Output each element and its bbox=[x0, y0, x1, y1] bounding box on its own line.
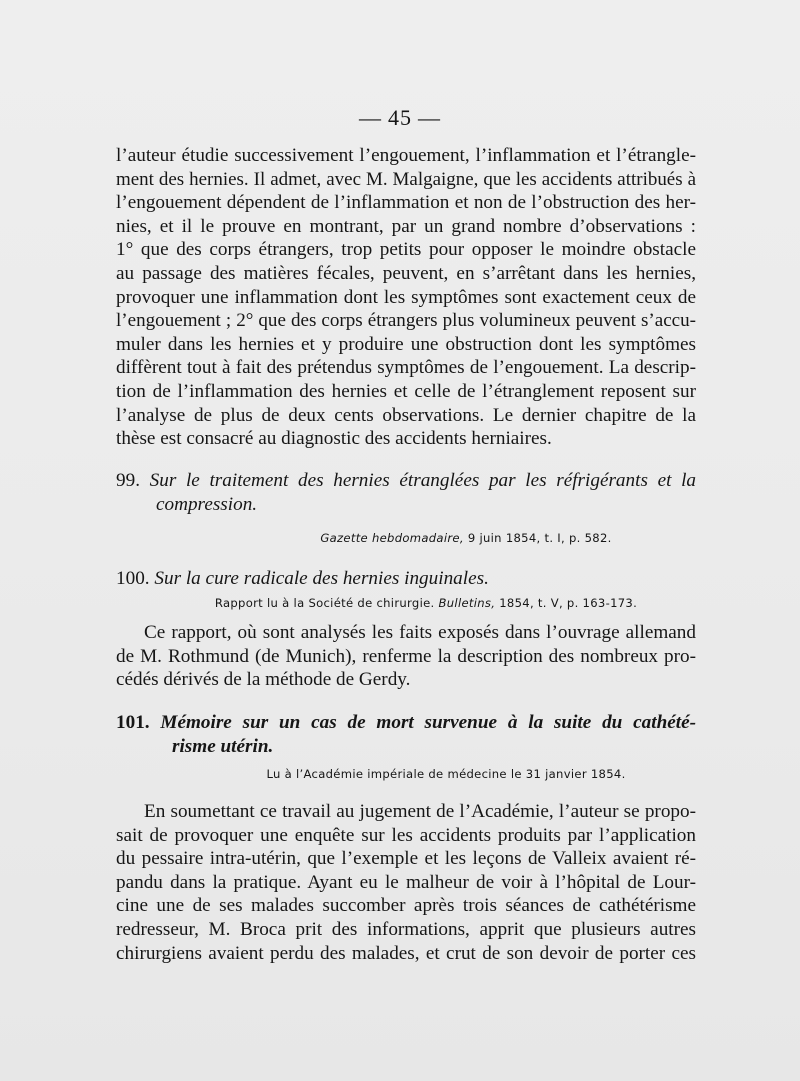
entry-100-number: 100. bbox=[116, 568, 150, 589]
entry-100-title-line bbox=[116, 567, 696, 591]
entry-99-source bbox=[116, 531, 756, 545]
text-line: tion de l’inflammation des hernies et celle de l’étranglement reposent sur bbox=[116, 380, 696, 402]
text-line: ment des hernies. Il admet, avec M. Malgaigne, que les accidents attribués à bbox=[116, 168, 696, 190]
text-line: l’engouement ; 2° que des corps étrangers plus volumineux peuvent s’accu- bbox=[116, 310, 696, 332]
page-number-dash-left: — bbox=[359, 105, 382, 130]
text-line: Ce rapport, où sont analysés les faits exposés dans l’ouvrage allemand bbox=[144, 622, 696, 643]
text-line: sait de provoquer une enquête sur les accidents produits par l’application bbox=[116, 824, 696, 846]
page-number-value: 45 bbox=[388, 105, 412, 130]
entry-101-title-text: Mémoire sur un cas de mort survenue à la suite du cathété- bbox=[160, 712, 697, 733]
text-line: provoquer une inflammation dont les symptômes sont exactement ceux de bbox=[116, 286, 696, 308]
entry-100-source bbox=[116, 596, 716, 610]
text-line: diffèrent tout à fait des prétendus symptômes de l’engouement. La descrip- bbox=[116, 357, 696, 379]
text-line: l’engouement dépendent de l’inflammation et non de l’obstruction des her- bbox=[116, 192, 696, 214]
text-line: chirurgiens avaient perdu des malades, et crut de son devoir de porter ces bbox=[116, 942, 696, 964]
entry-99-title-line bbox=[116, 469, 696, 493]
source-prefix: Rapport lu à la Société de chirurgie. bbox=[214, 596, 435, 610]
entry-99-title-text: Sur le traitement des hernies étranglées par les réfrigérants et la bbox=[149, 470, 697, 491]
source-text: Lu à l’Académie impériale de médecine le 31 janvier 1854. bbox=[266, 767, 626, 781]
source-details: 1854, t. V, p. 163-173. bbox=[499, 596, 638, 610]
text-line: muler dans les hernies et y produire une obstruction dont les symptômes bbox=[116, 333, 696, 355]
text-line: l’analyse de plus de deux cents observations. Le dernier chapitre de la bbox=[116, 404, 696, 426]
entry-101-title-line bbox=[116, 711, 696, 735]
text-line: cine une de ses malades succomber après trois séances de cathétérisme bbox=[116, 895, 696, 917]
text-line: nies, et il le prouve en montrant, par un grand nombre d’observations : bbox=[116, 215, 696, 237]
text-line: redresseur, M. Broca prit des informations, apprit que plusieurs autres bbox=[116, 918, 696, 940]
text-line: au passage des matières fécales, peuvent, en s’arrêtant dans les hernies, bbox=[116, 262, 696, 284]
entry-100-title-text: Sur la cure radicale des hernies inguinales. bbox=[154, 568, 489, 589]
text-line: En soumettant ce travail au jugement de l’Académie, l’auteur se propo- bbox=[144, 801, 696, 822]
text-line: 1° que des corps étrangers, trop petits pour opposer le moindre obstacle bbox=[116, 239, 696, 261]
entry-101-source bbox=[116, 767, 736, 781]
text-line: du pessaire intra-utérin, que l’exemple et les leçons de Valleix avaient ré- bbox=[116, 848, 696, 870]
text-line: l’auteur étudie successivement l’engouement, l’inflammation et l’étrangle- bbox=[116, 145, 696, 166]
source-details: 9 juin 1854, t. I, p. 582. bbox=[467, 531, 612, 545]
entry-99-title bbox=[116, 469, 696, 516]
entry-100-body bbox=[116, 621, 696, 692]
text-line: cédés dérivés de la méthode de Gerdy. bbox=[116, 669, 411, 691]
entry-101-number: 101. bbox=[116, 712, 150, 733]
entry-99-title-line: compression. bbox=[156, 493, 258, 515]
entry-99-number: 99. bbox=[116, 470, 140, 491]
entry-101-title bbox=[116, 711, 696, 758]
source-journal: Bulletins, bbox=[438, 596, 496, 610]
text-line: de M. Rothmund (de Munich), renferme la description des nombreux pro- bbox=[116, 645, 696, 667]
text-line: thèse est consacré au diagnostic des accidents herniaires. bbox=[116, 428, 552, 450]
text-line: pandu dans la pratique. Ayant eu le malheur de voir à l’hôpital de Lour- bbox=[116, 871, 696, 893]
entry-101-body bbox=[116, 800, 696, 965]
entry-101-title-line: risme utérin. bbox=[172, 735, 274, 757]
source-journal: Gazette hebdomadaire, bbox=[320, 531, 464, 545]
page-number-dash-right: — bbox=[418, 105, 441, 130]
paragraph-intro bbox=[116, 144, 696, 451]
page-number bbox=[0, 105, 800, 131]
entry-100-title bbox=[116, 567, 696, 591]
